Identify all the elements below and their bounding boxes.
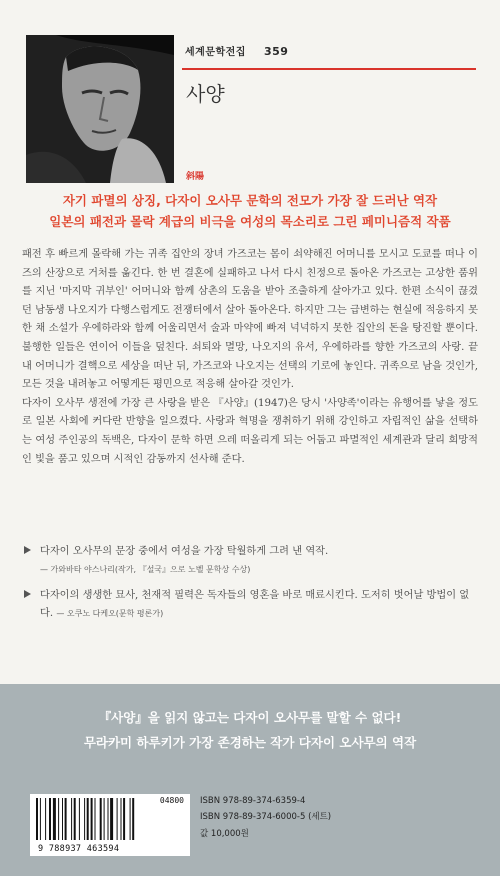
synopsis-paragraph-2: 다자이 오사무 생전에 가장 큰 사랑을 받은 『사양』(1947)은 당시 '사양족'이라는 유행어를 낳을 정도로 일본 사회에 커다란 반향을 일으켰다. 사랑과 혁명을 쟁취하기 위해 강인하고 자립적인 삶을 선택하는 여성 주인공의 독백은, 다자이 문학 하면 으레 떠올리게 되는 어둡고 파멸적인 세계관과 달리 희망적인 빛을 품고 있으며 시적인 감동까지 선사해 준다.: [22, 397, 478, 465]
barcode-bars: [36, 798, 154, 842]
review-quote: [24, 543, 476, 579]
author-portrait: [26, 35, 174, 183]
synopsis: [22, 246, 478, 469]
barcode-addon: 04800: [159, 796, 184, 805]
series-label: [185, 43, 288, 58]
promo-line-2: 무라카미 하루키가 가장 존경하는 작가 다자이 오사무의 역작: [83, 735, 417, 750]
review-quotes: [24, 543, 476, 623]
tagline-1: 자기 파멸의 상징, 다자이 오사무 문학의 전모가 가장 잘 드러난 역작: [62, 193, 438, 208]
promo-line-1: 『사양』을 읽지 않고는 다자이 오사무를 말할 수 없다!: [98, 710, 402, 725]
header-rule: [182, 68, 476, 70]
synopsis-paragraph-1: 패전 후 빠르게 몰락해 가는 귀족 집안의 장녀 가즈코는 몸이 쇠약해진 어머니를 모시고 도쿄를 떠나 이즈의 산장으로 거처를 옮긴다. 한 번 결혼에 실패하고 나서 다시 친정으로 돌아온 가즈코는 고상한 품위를 지닌 '마지막 귀부인' 어머니와 함께 삼촌의 도움을 받아 조출하게 살아가고 있다. 한편 소식이 끊겼던 남동생 나오지가 다행스럽게도 전쟁터에서 살아 돌아온다. 하지만 그는 급변하는 현실에 적응하지 못한 채 소설가 우에하라와 함께 어울리면서 술과 마약에 빠져 넉넉하지 못한 집안의 돈을 탕진할 뿐이다. 불행한 일들은 연이어 이들을 덮친다. 쇠퇴와 멸망, 나오지의 유서, 우에하라를 향한 가즈코의 사랑. 끝내 어머니가 결핵으로 세상을 떠난 뒤, 가즈코와 나오지는 선택의 기로에 놓인다. 귀족으로 남을 것인가, 모든 것을 내려놓고 어떻게든 평민으로 적응해 살아갈 것인가.: [22, 249, 478, 391]
original-title: 斜陽: [186, 172, 205, 182]
quote-text: 다자이의 생생한 묘사, 천재적 필력은 독자들의 영혼을 바로 매료시킨다. 도저히 벗어날 방법이 없다.: [40, 590, 470, 619]
promo-band: [0, 684, 500, 876]
price: 값 10,000원: [200, 829, 249, 839]
quote-text: 다자이 오사무의 문장 중에서 여성을 가장 탁월하게 그려 낸 역작.: [40, 546, 329, 557]
book-title: 사양: [186, 82, 225, 106]
review-quote: [24, 587, 476, 623]
triangle-bullet-icon: [24, 590, 31, 598]
triangle-bullet-icon: [24, 546, 31, 554]
author-portrait-image: [26, 35, 174, 183]
quote-source: — 가와바타 야스나리(작가, 『설국』으로 노벨 문학상 수상): [40, 565, 251, 574]
barcode: [30, 794, 190, 856]
tagline-2: 일본의 패전과 몰락 계급의 비극을 여성의 목소리로 그린 페미니즘적 작품: [49, 214, 451, 229]
quote-source: — 오쿠노 다케오(문학 평론가): [56, 609, 164, 618]
series-name: 세계문학전집: [185, 47, 246, 58]
isbn-set-line: ISBN 978-89-374-6000-5 (세트): [200, 812, 332, 822]
isbn-line: ISBN 978-89-374-6359-4: [200, 796, 306, 806]
series-number: 359: [263, 45, 289, 58]
barcode-number: 9 788937 463594: [38, 844, 120, 854]
